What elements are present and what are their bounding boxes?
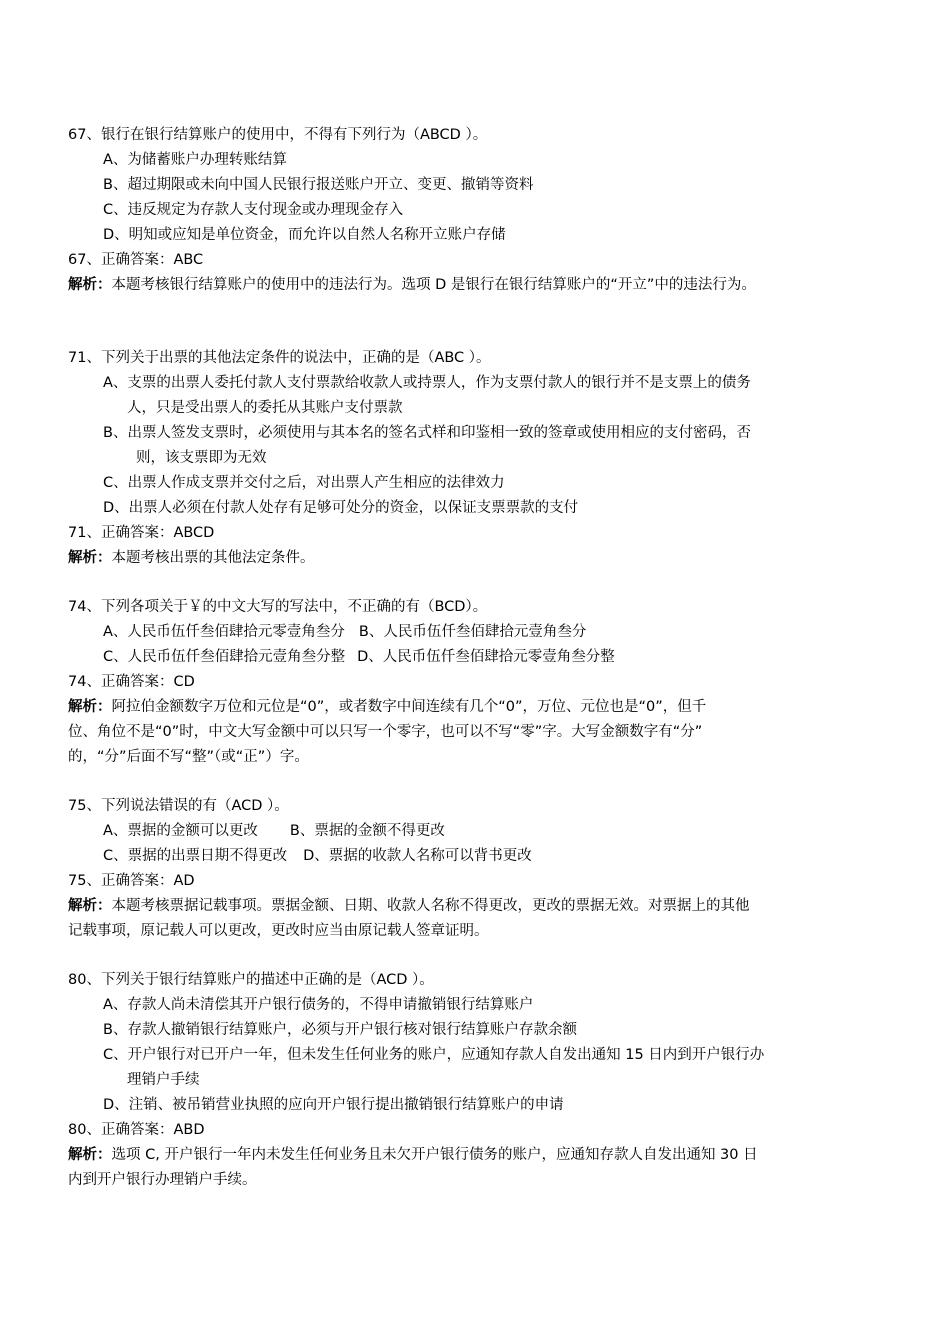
analysis-label: 解析： <box>68 1147 112 1163</box>
analysis-label: 解析： <box>68 277 112 293</box>
option-a: A、票据的金额可以更改 <box>103 823 258 839</box>
option-row-cd <box>68 645 868 670</box>
option-c: C、人民币伍仟叁佰肆拾元壹角叁分整 <box>103 649 346 665</box>
option-a: A、支票的出票人委托付款人支付票款给收款人或持票人，作为支票付款人的银行并不是支票上的债务 <box>103 375 751 391</box>
analysis-text: 本题考核出票的其他法定条件。 <box>111 550 315 566</box>
question-stem: 80、下列关于银行结算账户的描述中正确的是（ACD ）。 <box>68 972 434 988</box>
question-stem: 74、下列各项关于￥的中文大写的写法中，不正确的有（BCD）。 <box>68 599 488 615</box>
option-c: C、开户银行对已开户一年，但未发生任何业务的账户，应通知存款人自发出通知 15 日内到开户银行办 <box>103 1047 765 1063</box>
question-74 <box>68 595 868 770</box>
analysis-text: 本题考核银行结算账户的使用中的违法行为。选项 D 是银行在银行结算账户的“开立”中的违法行为。 <box>111 277 756 293</box>
analysis <box>68 273 868 298</box>
analysis-continued: 记载事项，原记载人可以更改，更改时应当由原记载人签章证明。 <box>68 923 489 939</box>
option-a: A、人民币伍仟叁佰肆拾元零壹角叁分 <box>103 624 345 640</box>
correct-answer: 75、正确答案：AD <box>68 873 195 889</box>
option-d: D、明知或应知是单位资金，而允许以自然人名称开立账户存储 <box>103 227 506 243</box>
option-a: A、为储蓄账户办理转账结算 <box>103 152 287 168</box>
option-b: B、出票人签发支票时，必须使用与其本名的签名式样和印鉴相一致的签章或使用相应的支付密码，否 <box>103 425 751 441</box>
analysis <box>68 546 868 571</box>
question-71 <box>68 346 868 571</box>
question-75 <box>68 794 868 944</box>
option-b: B、超过期限或未向中国人民银行报送账户开立、变更、撤销等资料 <box>103 177 534 193</box>
option-c-continued: 理销户手续 <box>127 1072 200 1088</box>
option-b: B、人民币伍仟叁佰肆拾元壹角叁分 <box>358 624 587 640</box>
analysis-label: 解析： <box>68 898 112 914</box>
option-row-ab <box>68 819 868 844</box>
analysis <box>68 695 868 720</box>
option-b: B、存款人撤销银行结算账户，必须与开户银行核对银行结算账户存款余额 <box>103 1022 577 1038</box>
analysis-continued: 位、角位不是“0”时，中文大写金额中可以只写一个零字，也可以不写“零”字。大写金额数字有“分” <box>68 724 703 740</box>
option-d: D、出票人必须在付款人处存有足够可处分的资金，以保证支票票款的支付 <box>103 500 579 516</box>
question-80 <box>68 968 868 1193</box>
option-c: C、违反规定为存款人支付现金或办理现金存入 <box>103 202 404 218</box>
question-67 <box>68 123 868 298</box>
analysis-text: 选项 C, 开户银行一年内未发生任何业务且未欠开户银行债务的账户，应通知存款人自发出通知 30 日 <box>111 1147 758 1163</box>
analysis-continued: 的，“分”后面不写“整”（或“正”）字。 <box>68 749 309 765</box>
analysis-continued: 内到开户银行办理销户手续。 <box>68 1172 257 1188</box>
analysis-text: 阿拉伯金额数字万位和元位是“0”，或者数字中间连续有几个“0”，万位、元位也是“0”，但千 <box>111 699 707 715</box>
option-d: D、人民币伍仟叁佰肆拾元零壹角叁分整 <box>357 649 615 665</box>
option-a-continued: 人，只是受出票人的委托从其账户支付票款 <box>127 400 403 416</box>
option-c: C、票据的出票日期不得更改 <box>103 848 288 864</box>
analysis-text: 本题考核票据记载事项。票据金额、日期、收款人名称不得更改，更改的票据无效。对票据上的其他 <box>111 898 750 914</box>
correct-answer: 67、正确答案：ABC <box>68 252 204 268</box>
option-d: D、注销、被吊销营业执照的应向开户银行提出撤销银行结算账户的申请 <box>103 1097 564 1113</box>
analysis <box>68 894 868 919</box>
correct-answer: 71、正确答案：ABCD <box>68 525 215 541</box>
question-stem: 71、下列关于出票的其他法定条件的说法中，正确的是（ABC ）。 <box>68 350 491 366</box>
option-a: A、存款人尚未清偿其开户银行债务的，不得申请撤销银行结算账户 <box>103 997 534 1013</box>
option-row-ab <box>68 620 868 645</box>
analysis-label: 解析： <box>68 550 112 566</box>
option-b: B、票据的金额不得更改 <box>289 823 445 839</box>
option-c: C、出票人作成支票并交付之后，对出票人产生相应的法律效力 <box>103 475 505 491</box>
option-d: D、票据的收款人名称可以背书更改 <box>303 848 532 864</box>
correct-answer: 80、正确答案：ABD <box>68 1122 205 1138</box>
question-stem: 67、银行在银行结算账户的使用中，不得有下列行为（ABCD ）。 <box>68 127 488 143</box>
analysis <box>68 1143 868 1168</box>
analysis-label: 解析： <box>68 699 112 715</box>
correct-answer: 74、正确答案：CD <box>68 674 195 690</box>
question-stem: 75、下列说法错误的有（ACD ）。 <box>68 798 289 814</box>
option-row-cd <box>68 844 868 869</box>
option-b-continued: 则，该支票即为无效 <box>136 450 267 466</box>
